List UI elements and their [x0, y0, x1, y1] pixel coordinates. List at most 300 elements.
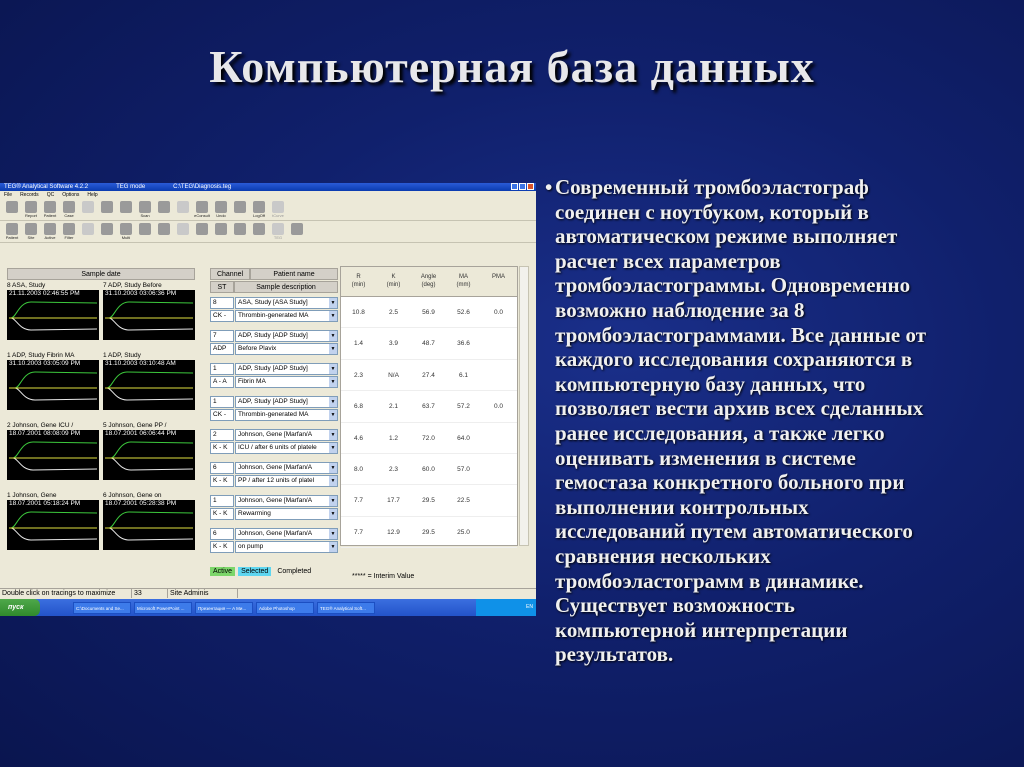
tracing-curve	[9, 512, 97, 528]
sample-description: Thrombin-generated MA	[238, 312, 309, 319]
param-cell: 7.7	[353, 528, 364, 536]
chevron-down-icon[interactable]: ▼	[330, 498, 336, 504]
toolbar-icon	[196, 223, 208, 235]
sample-type: A - A	[210, 376, 234, 388]
param-cell: 4.6	[353, 434, 364, 442]
param-cell: 7.7	[353, 497, 364, 505]
thumbnail-screen	[7, 290, 99, 340]
sample-description: PP / after 12 units of platel	[238, 477, 315, 484]
toolbar-icon	[158, 201, 170, 213]
channel-patient-line	[210, 429, 338, 441]
param-cell: 1.4	[353, 340, 364, 348]
sample-description: ICU / after 6 units of platele	[238, 444, 317, 451]
toolbar-icon	[291, 223, 303, 235]
toolbar-button[interactable]	[270, 223, 286, 240]
body-text-line: ранее исследования, а также легко	[555, 420, 885, 445]
thumbnail-screen	[103, 500, 195, 550]
thumbnail-timestamp: 18.07.2001 05:18:24 PM	[9, 500, 81, 507]
sample-description: on pump	[238, 543, 264, 550]
param-cell: 25.0	[457, 528, 470, 536]
channel-row[interactable]	[210, 363, 338, 392]
app-title: TEG® Analytical Software 4.2.2	[4, 184, 89, 190]
minimize-button[interactable]	[511, 183, 518, 190]
status-legend	[210, 567, 338, 576]
taskbar-item[interactable]: TEG® Analytical Soft...	[317, 602, 375, 614]
toolbar-button[interactable]	[4, 223, 20, 240]
chevron-down-icon[interactable]: ▼	[330, 465, 336, 471]
sample-description-field[interactable]	[235, 376, 338, 388]
toolbar-label: Multi	[121, 235, 131, 240]
toolbar-button[interactable]	[156, 223, 172, 235]
channel-number: 6	[210, 528, 234, 540]
param-row[interactable]	[341, 485, 517, 516]
toolbar-icon	[158, 223, 170, 235]
param-cell	[481, 328, 516, 358]
patient-name: ADP, Study [ADP Study]	[238, 365, 308, 372]
tracing-curve	[105, 302, 193, 318]
channel-patient-line	[210, 396, 338, 408]
param-cell: 57.0	[457, 465, 470, 473]
chevron-down-icon[interactable]: ▼	[330, 544, 336, 550]
patient-name: ADP, Study [ADP Study]	[238, 332, 308, 339]
teg-tracing-graph	[103, 430, 195, 480]
param-unit: (min)	[351, 282, 366, 288]
chevron-down-icon[interactable]: ▼	[330, 379, 336, 385]
param-row[interactable]	[341, 391, 517, 422]
param-cell: 10.8	[352, 309, 365, 316]
tracing-curve	[9, 442, 97, 458]
channel-row[interactable]	[210, 330, 338, 359]
param-cell	[481, 360, 516, 390]
channel-number: 6	[210, 462, 234, 474]
param-cell: 48.7	[422, 340, 435, 348]
sample-description-field[interactable]	[235, 343, 338, 355]
tracing-curve	[9, 302, 97, 318]
parameters-scrollbar[interactable]	[519, 266, 529, 546]
param-cell: 3.9	[388, 340, 399, 348]
body-text-line: каждого исследования сохраняются в	[555, 347, 913, 372]
param-cell: 12.9	[387, 528, 400, 536]
st-description-line	[210, 475, 338, 487]
toolbar-button[interactable]	[23, 201, 39, 218]
teg-software-window	[0, 183, 536, 616]
param-cell: 6.1	[458, 371, 469, 379]
tracing-thumbnail[interactable]	[103, 422, 195, 490]
sample-type: ADP	[210, 343, 234, 355]
body-text-line: возможно наблюдение за 8	[555, 297, 805, 322]
channel-row[interactable]	[210, 429, 338, 458]
tracing-thumbnail[interactable]	[7, 352, 99, 420]
toolbar-button[interactable]	[99, 223, 115, 235]
param-cell: 1.2	[388, 434, 399, 442]
thumbnail-timestamp: 21.11.2003 02:46:55 PM	[9, 290, 80, 297]
status-count: 33	[132, 589, 168, 598]
legend-completed: Completed	[277, 568, 312, 575]
body-text-line: расчет всех параметров	[555, 248, 781, 273]
sample-description: Rewarming	[238, 510, 271, 517]
channel-row[interactable]	[210, 396, 338, 425]
thumbnail-timestamp: 31.10.2003 03:06:36 PM	[105, 290, 177, 297]
tracing-thumbnail[interactable]	[103, 492, 195, 560]
sample-type: K - K	[210, 475, 234, 487]
thumbnail-caption: 6 Johnson, Gene on	[103, 492, 162, 499]
toolbar-label: tCurve	[272, 213, 284, 218]
slide-body	[545, 175, 1005, 667]
teg-tracing-graph	[7, 430, 99, 480]
thumbnail-caption: 8 ASA, Study	[7, 282, 46, 289]
toolbar-icon	[234, 223, 246, 235]
param-header[interactable]	[376, 267, 411, 296]
menu-bar	[0, 191, 536, 199]
channel-row[interactable]	[210, 528, 338, 557]
body-text-line: автоматическом режиме выполняет	[555, 224, 898, 249]
toolbar-label: Patient	[43, 213, 57, 218]
toolbar-button[interactable]	[194, 201, 210, 218]
toolbar-icon	[101, 223, 113, 235]
param-header[interactable]	[341, 267, 376, 296]
param-cell: 57.2	[457, 403, 470, 411]
status-user: Site Adminis	[168, 589, 238, 598]
patient-name-field[interactable]	[235, 528, 338, 540]
sample-description: Thrombin-generated MA	[238, 411, 309, 418]
param-cell: 56.9	[422, 309, 435, 316]
param-row[interactable]	[341, 423, 517, 454]
toolbar-button[interactable]	[4, 201, 20, 213]
thumbnail-caption: 1 ADP, Study Fibrin MA	[7, 352, 75, 359]
thumbnail-caption: 1 Johnson, Gene	[7, 492, 57, 499]
tracing-thumbnail[interactable]	[7, 492, 99, 560]
patient-name: ADP, Study [ADP Study]	[238, 398, 308, 405]
thumbnail-screen	[103, 290, 195, 340]
taskbar-item[interactable]: Презентация — A Ми...	[195, 602, 253, 614]
toolbar-button[interactable]	[194, 223, 210, 235]
status-hint: Double click on tracings to maximize	[0, 589, 132, 598]
maximize-button[interactable]	[519, 183, 526, 190]
patient-name-field[interactable]	[235, 462, 338, 474]
channel-panel	[210, 268, 338, 575]
thumbnail-caption: 2 Johnson, Gene ICU /	[7, 422, 74, 429]
tracing-thumbnail[interactable]	[7, 422, 99, 490]
patient-name-field[interactable]	[235, 495, 338, 507]
patient-name-field[interactable]	[235, 330, 338, 342]
toolbar-icon	[272, 223, 284, 235]
toolbar-icon	[101, 201, 113, 213]
sample-description-field[interactable]	[235, 475, 338, 487]
tracing-curve	[105, 528, 193, 540]
toolbar-button[interactable]	[80, 201, 96, 213]
toolbar-icon	[82, 201, 94, 213]
chevron-down-icon[interactable]: ▼	[330, 412, 336, 418]
legend-selected: Selected	[238, 567, 271, 576]
toolbar-label: LogOff	[253, 213, 265, 218]
tracing-curve	[9, 458, 97, 470]
param-cell	[481, 423, 516, 453]
app-file-path: C:\TEG\Diagnosis.teg	[173, 184, 232, 190]
thumbnail-caption: 5 Johnson, Gene PP /	[103, 422, 167, 429]
chevron-down-icon[interactable]: ▼	[330, 366, 336, 372]
system-tray: EN	[476, 599, 536, 616]
toolbar-button[interactable]	[42, 223, 58, 240]
teg-tracing-graph	[103, 360, 195, 410]
channel-number: 2	[210, 429, 234, 441]
close-button[interactable]	[527, 183, 534, 190]
toolbar-button[interactable]	[118, 201, 134, 213]
taskbar-item[interactable]: Microsoft PowerPoint ...	[134, 602, 192, 614]
tracing-thumbnails-panel	[7, 268, 195, 563]
param-cell: 60.0	[422, 465, 435, 473]
st-description-line	[210, 376, 338, 388]
chevron-down-icon[interactable]: ▼	[330, 399, 336, 405]
toolbar-button[interactable]	[251, 201, 267, 218]
param-name: K	[391, 274, 396, 280]
param-cell: 72.0	[422, 434, 435, 442]
toolbar-icon	[253, 201, 265, 213]
toolbar-button[interactable]	[80, 223, 96, 235]
legend-active: Active	[210, 567, 235, 576]
param-cell: 2.1	[388, 403, 399, 411]
toolbar-secondary	[0, 221, 536, 243]
toolbar-button[interactable]	[270, 201, 286, 218]
thumbnail-screen	[7, 360, 99, 410]
body-text-line: компьютерной интерпретации	[555, 617, 848, 642]
sample-description: Before Plavix	[238, 345, 277, 352]
param-cell	[481, 454, 516, 484]
toolbar-label: Case	[64, 213, 74, 218]
channel-row[interactable]	[210, 297, 338, 326]
teg-tracing-graph	[103, 500, 195, 550]
param-cell: 2.3	[353, 371, 364, 379]
toolbar-icon	[272, 201, 284, 213]
menu-qc[interactable]: QC	[46, 192, 55, 198]
st-description-line	[210, 310, 338, 322]
param-cell: N/A	[388, 371, 399, 379]
start-button[interactable]: пуск	[0, 599, 40, 616]
toolbar-label: TEG	[273, 235, 283, 240]
param-row[interactable]	[341, 517, 517, 548]
toolbar-label: Report	[24, 213, 37, 218]
sample-description-field[interactable]	[235, 508, 338, 520]
menu-options[interactable]: Options	[62, 192, 80, 198]
body-text-line: тромбоэластограммы. Одновременно	[555, 273, 911, 298]
bullet-icon: •	[545, 175, 553, 199]
channel-patient-line	[210, 495, 338, 507]
param-cell: 6.8	[353, 403, 364, 411]
channel-row[interactable]	[210, 462, 338, 491]
channel-patient-line	[210, 528, 338, 540]
sample-type: K - K	[210, 508, 234, 520]
toolbar-icon	[6, 201, 18, 213]
thumbnail-timestamp: 18.07.2001 06:06:44 PM	[105, 430, 177, 437]
chevron-down-icon[interactable]: ▼	[330, 445, 336, 451]
channel-number: 7	[210, 330, 234, 342]
toolbar-button[interactable]	[61, 201, 77, 218]
channel-number: 1	[210, 396, 234, 408]
teg-tracing-graph	[7, 360, 99, 410]
toolbar-button[interactable]	[156, 201, 172, 213]
app-mode: TEG mode	[116, 184, 146, 190]
menu-file[interactable]: File	[4, 192, 13, 198]
thumbnail-caption: 1 ADP, Study	[103, 352, 141, 359]
sample-description-field[interactable]	[235, 541, 338, 553]
patient-name: Johnson, Gene [Marfan/A	[238, 464, 313, 471]
channel-header[interactable]: Channel	[210, 268, 250, 280]
toolbar-main	[0, 199, 536, 221]
toolbar-button[interactable]	[23, 223, 39, 240]
toolbar-button[interactable]	[137, 201, 153, 218]
channel-number: 8	[210, 297, 234, 309]
interim-note: ***** = Interim Value	[352, 573, 415, 580]
toolbar-button[interactable]	[232, 201, 248, 213]
status-bar	[0, 588, 536, 598]
param-header[interactable]	[446, 267, 481, 296]
sample-description: Fibrin MA	[238, 378, 266, 385]
st-header[interactable]: ST	[210, 281, 234, 293]
toolbar-label: Filter	[64, 235, 74, 240]
menu-help[interactable]: Help	[87, 192, 98, 198]
chevron-down-icon[interactable]: ▼	[330, 432, 336, 438]
param-cell: 22.5	[457, 497, 470, 505]
param-header[interactable]	[481, 267, 516, 296]
body-text-line: результатов.	[555, 642, 674, 667]
taskbar-item[interactable]: C:\Documents and Se...	[73, 602, 131, 614]
param-row[interactable]	[341, 454, 517, 485]
toolbar-icon	[196, 201, 208, 213]
toolbar-button[interactable]	[175, 201, 191, 213]
toolbar-icon	[63, 201, 75, 213]
toolbar-button[interactable]	[289, 223, 305, 235]
chevron-down-icon[interactable]: ▼	[330, 511, 336, 517]
toolbar-button[interactable]	[99, 201, 115, 213]
chevron-down-icon[interactable]: ▼	[330, 531, 336, 537]
st-description-line	[210, 343, 338, 355]
tracing-thumbnail[interactable]	[103, 352, 195, 420]
body-text-line: гемостаза конкретного больного при	[555, 470, 905, 495]
param-header[interactable]	[411, 267, 446, 296]
sample-description-field[interactable]	[235, 409, 338, 421]
body-text-line: выполнении контрольных	[555, 494, 809, 519]
param-cell: 63.7	[422, 403, 435, 411]
toolbar-label: Patient	[5, 235, 19, 240]
param-name: Angle	[420, 274, 437, 280]
menu-records[interactable]: Records	[20, 192, 39, 198]
channel-patient-line	[210, 297, 338, 309]
thumbnail-timestamp: 18.07.2001 08:08:09 PM	[9, 430, 81, 437]
param-row[interactable]	[341, 328, 517, 359]
patient-name-field[interactable]	[235, 297, 338, 309]
teg-tracing-graph	[103, 290, 195, 340]
body-text-line: позволяет вести архив всех сделанных	[555, 396, 924, 421]
tracing-thumbnail[interactable]	[103, 282, 195, 350]
toolbar-button[interactable]	[118, 223, 134, 240]
param-unit: (mm)	[456, 282, 471, 288]
tracing-thumbnail[interactable]	[7, 282, 99, 350]
toolbar-button[interactable]	[61, 223, 77, 240]
toolbar-button[interactable]	[251, 223, 267, 235]
param-cell: 0.0	[493, 403, 504, 411]
toolbar-button[interactable]	[137, 223, 153, 235]
st-description-line	[210, 442, 338, 454]
param-cell: 0.0	[493, 309, 504, 316]
thumbnail-screen	[103, 360, 195, 410]
sample-description-field[interactable]	[235, 442, 338, 454]
toolbar-icon	[120, 223, 132, 235]
toolbar-icon	[177, 201, 189, 213]
param-row[interactable]	[341, 360, 517, 391]
param-cell: 8.0	[353, 465, 364, 473]
toolbar-icon	[253, 223, 265, 235]
patient-name: Johnson, Gene [Marfan/A	[238, 530, 313, 537]
body-text-line: Существует возможность	[555, 593, 795, 618]
sample-description-field[interactable]	[235, 310, 338, 322]
patient-name: Johnson, Gene [Marfan/A	[238, 497, 313, 504]
toolbar-button[interactable]	[42, 201, 58, 218]
patient-name: ASA, Study [ASA Study]	[238, 299, 308, 306]
param-name: MA	[459, 274, 468, 280]
toolbar-button[interactable]	[213, 201, 229, 218]
param-cell	[481, 485, 516, 515]
taskbar-item[interactable]: Adobe Photoshop	[256, 602, 314, 614]
thumbnail-timestamp: 31.10.2003 03:05:09 PM	[9, 360, 81, 367]
tracing-curve	[105, 512, 193, 528]
body-text-line: оценивать изменения в системе	[555, 445, 856, 470]
chevron-down-icon[interactable]: ▼	[330, 478, 336, 484]
body-text-line: исследований путем автоматического	[555, 519, 913, 544]
thumbnail-timestamp: 18.07.2001 05:28:38 PM	[105, 500, 177, 507]
channel-number: 1	[210, 363, 234, 375]
tracing-curve	[9, 318, 97, 330]
param-row[interactable]	[341, 297, 517, 328]
patient-name-field[interactable]	[235, 396, 338, 408]
patient-name-field[interactable]	[235, 429, 338, 441]
body-text-line: тромбоэластограммами. Все данные от	[555, 322, 927, 347]
param-name: R	[356, 274, 361, 280]
param-cell	[481, 517, 516, 547]
param-cell: 2.3	[388, 465, 399, 473]
thumbnail-caption: 7 ADP, Study Before	[103, 282, 162, 289]
toolbar-icon	[25, 223, 37, 235]
patient-name-field[interactable]	[235, 363, 338, 375]
sample-description-header[interactable]: Sample description	[234, 281, 338, 293]
toolbar-icon	[215, 223, 227, 235]
chevron-down-icon[interactable]: ▼	[330, 346, 336, 352]
chevron-down-icon[interactable]: ▼	[330, 333, 336, 339]
param-cell: 29.5	[422, 528, 435, 536]
param-unit: (deg)	[421, 282, 436, 288]
tracing-curve	[9, 388, 97, 400]
toolbar-button[interactable]	[175, 223, 191, 235]
channel-row[interactable]	[210, 495, 338, 524]
toolbar-button[interactable]	[213, 223, 229, 235]
channel-patient-line	[210, 462, 338, 474]
toolbar-icon	[6, 223, 18, 235]
tracing-curve	[105, 318, 193, 330]
toolbar-icon	[139, 201, 151, 213]
chevron-down-icon[interactable]: ▼	[330, 300, 336, 306]
param-cell: 27.4	[422, 371, 435, 379]
st-description-line	[210, 409, 338, 421]
toolbar-label: Site	[27, 235, 35, 240]
param-cell: 52.6	[457, 309, 470, 316]
param-name: PMA	[491, 274, 505, 280]
tracing-curve	[105, 442, 193, 458]
chevron-down-icon[interactable]: ▼	[330, 313, 336, 319]
app-titlebar	[0, 183, 536, 191]
sample-date-header[interactable]: Sample date	[7, 268, 195, 280]
patient-name-header[interactable]: Patient name	[250, 268, 338, 280]
toolbar-button[interactable]	[232, 223, 248, 235]
teg-tracing-graph	[7, 500, 99, 550]
toolbar-icon	[82, 223, 94, 235]
